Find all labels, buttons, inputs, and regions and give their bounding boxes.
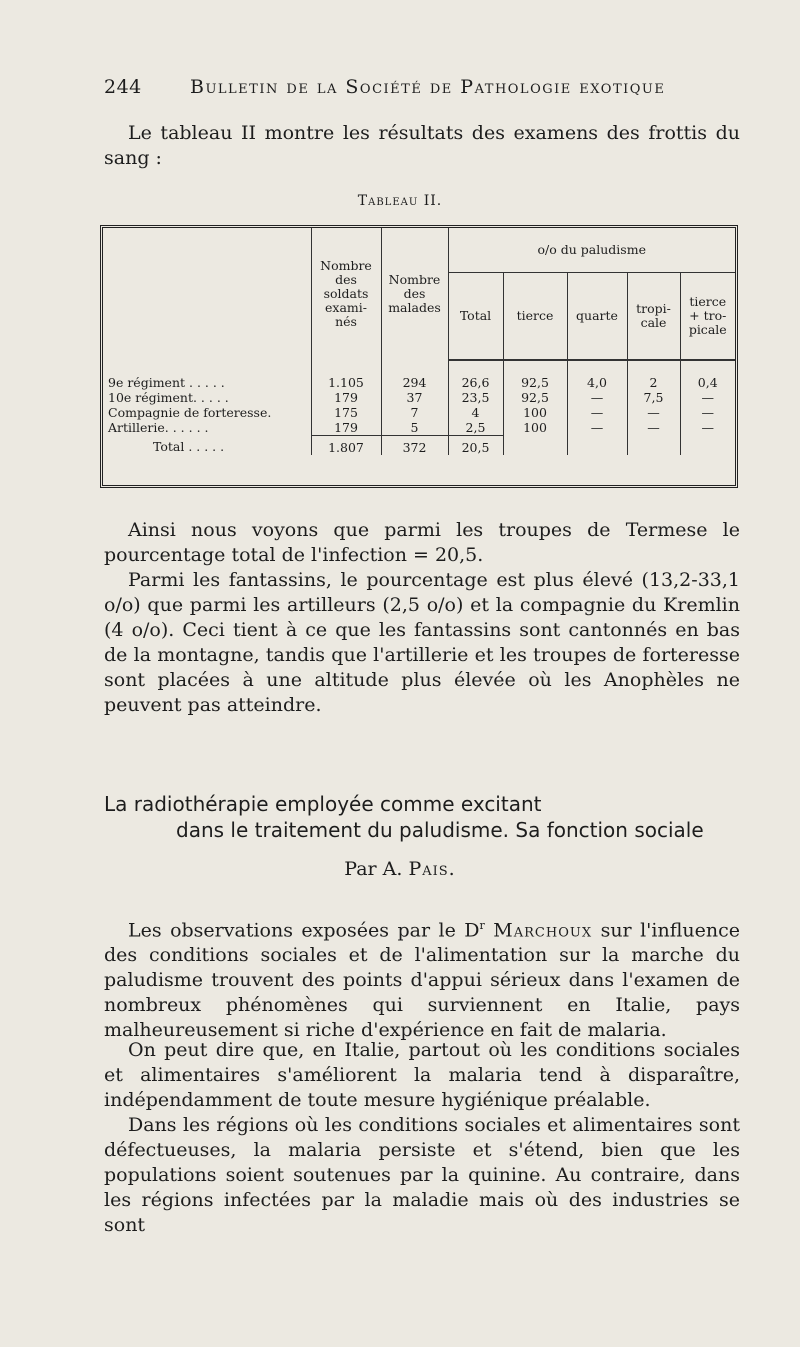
cell-tropicale: 7,5: [627, 390, 680, 405]
cell-tropicale: —: [627, 405, 680, 420]
cell-tierce: 92,5: [503, 390, 567, 405]
row-label: Compagnie de forteresse.: [108, 404, 272, 420]
table-row: [103, 390, 735, 405]
byline-author: Pais.: [408, 858, 456, 880]
total-label: Total . . . . .: [153, 439, 225, 455]
table-row: [103, 405, 735, 420]
cell-quarte: —: [567, 420, 627, 436]
row-label: Artillerie. . . . . .: [108, 419, 209, 435]
byline-prefix: Par A.: [344, 858, 403, 880]
cell-malades: 5: [381, 420, 448, 436]
cell-soldats: 179: [311, 420, 381, 436]
cell-mixte: —: [680, 405, 735, 420]
paragraph-regions: Dans les régions où les conditions sociales et alimentaires sont défectueuses, la malaria persiste et s'étend, bien que les populations soient soutenues par la quinine. Au contraire, dans les régions infectées par la maladie mais où des industries se sont: [104, 1114, 740, 1236]
table-total-row: [103, 436, 735, 456]
cell-malades: 7: [381, 405, 448, 420]
p3-rest: sur l'influence des conditions sociales et de l'alimentation sur la marche du paludisme trouvent des points d'appui sérieux dans l'examen de nombreux phénomènes qui surviennent en Italie, pays malheureusement si riche d'expérience en fait de malaria.: [104, 919, 740, 1042]
p3-name: Marchoux: [493, 919, 593, 942]
cell-mixte: —: [680, 390, 735, 405]
cell-soldats: 1.105: [311, 375, 381, 390]
cell-malades: 37: [381, 390, 448, 405]
cell-tierce: 92,5: [503, 375, 567, 390]
cell-quarte: —: [567, 405, 627, 420]
cell-tierce: 100: [503, 420, 567, 436]
journal-title: Bulletin de la Société de Pathologie exotique: [190, 76, 666, 98]
header-tierce: tierce: [503, 273, 567, 361]
header-tropicale: tropi-cale: [627, 273, 680, 361]
cell-total: 4: [448, 405, 503, 420]
header-soldats: Nombre des soldats exami-nés: [311, 228, 381, 360]
cell-tierce: 100: [503, 405, 567, 420]
cell-tropicale: —: [627, 420, 680, 436]
cell-total: 26,6: [448, 375, 503, 390]
cell-quarte: 4,0: [567, 375, 627, 390]
cell-mixte: —: [680, 420, 735, 436]
header-paludisme: o/o du paludisme: [448, 228, 735, 273]
header-malades: Nombre des malades: [381, 228, 448, 360]
cell-tropicale: 2: [627, 375, 680, 390]
paragraph-italie: On peut dire que, en Italie, partout où les conditions sociales et alimentaires s'améliorent la malaria tend à disparaître, indépendamment de toute mesure hygiénique préalable.: [104, 1039, 740, 1111]
header-total: Total: [448, 273, 503, 361]
header-mixte: tierce + tro-picale: [680, 273, 735, 361]
page-number: 244: [104, 76, 142, 98]
section-title-line-2: dans le traitement du paludisme. Sa fonction sociale: [176, 818, 704, 842]
row-label: 9e régiment . . . . .: [108, 374, 225, 390]
header-empty: [103, 228, 311, 360]
p3-sup: r: [479, 919, 485, 932]
cell-soldats: 179: [311, 390, 381, 405]
cell-total: 23,5: [448, 390, 503, 405]
table-row: [103, 375, 735, 390]
cell-soldats: 175: [311, 405, 381, 420]
malaria-table: [100, 225, 738, 488]
row-label: 10e régiment. . . . .: [108, 389, 229, 405]
table-row: [103, 420, 735, 436]
total-total: 20,5: [448, 436, 503, 456]
byline: [0, 858, 800, 880]
cell-total: 2,5: [448, 420, 503, 436]
header-quarte: quarte: [567, 273, 627, 361]
section-title-line-1: La radiothérapie employée comme excitant: [104, 792, 542, 816]
table-caption: Tableau II.: [357, 193, 443, 209]
paragraph-fantassins: Parmi les fantassins, le pourcentage est plus élevé (13,2-33,1 o/o) que parmi les artilleurs (2,5 o/o) et la compagnie du Kremlin (4 o/o). Ceci tient à ce que les fantassins sont cantonnés en bas de la montagne, tandis que l'artillerie et les troupes de forteresse sont placées à une altitude plus élevée où les Anophèles ne peuvent pas atteindre.: [104, 569, 740, 716]
intro-paragraph: Le tableau II montre les résultats des examens des frottis du sang :: [104, 122, 740, 169]
cell-mixte: 0,4: [680, 375, 735, 390]
cell-malades: 294: [381, 375, 448, 390]
paragraph-termese: Ainsi nous voyons que parmi les troupes de Termese le pourcentage total de l'infection = 20,5.: [104, 519, 740, 566]
total-malades: 372: [381, 436, 448, 456]
cell-quarte: —: [567, 390, 627, 405]
paragraph-marchoux: [104, 913, 740, 1043]
p3-start: Les observations exposées par le D: [128, 919, 480, 942]
total-soldats: 1.807: [311, 436, 381, 456]
